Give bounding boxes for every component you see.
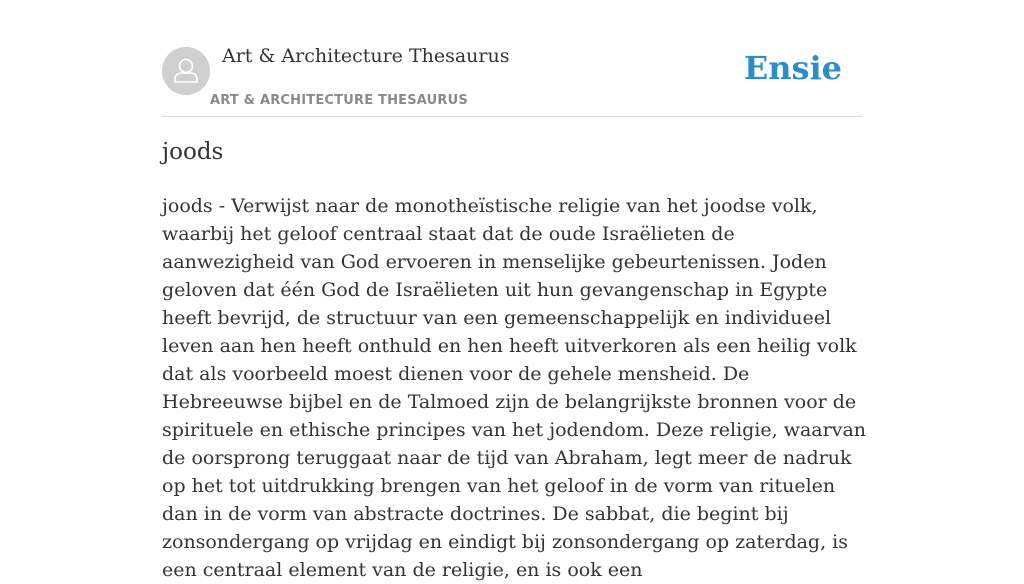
article-header <box>162 0 862 117</box>
source-label-link[interactable]: ART & ARCHITECTURE THESAURUS <box>210 93 468 108</box>
article-title: joods <box>162 139 224 165</box>
brand-logo-link[interactable]: Ensie <box>743 49 842 87</box>
content-container <box>162 0 867 581</box>
article-body: joods - Verwijst naar de monotheïstische religie van het joodse volk, waarbij het geloof centraal staat dat de oude Israëlieten de aanwezigheid van God ervoeren in menselijke gebeurtenissen. Joden geloven dat één God de Israëlieten uit hun gevangenschap in Egypte heeft bevrijd, de structuur van een gemeenschappelijk en individueel leven aan hen heeft onthuld en hen heeft uitverkoren als een heilig volk dat als voorbeeld moest dienen voor de gehele mensheid. De Hebreeuwse bijbel en de Talmoed zijn de belangrijkste bronnen voor de spirituele en ethische principes van het jodendom. Deze religie, waarvan de oorsprong teruggaat naar de tijd van Abraham, legt meer de nadruk op het tot uitdrukking brengen van het geloof in de vorm van rituelen dan in de vorm van abstracte doctrines. De sabbat, die begint bij zonsondergang op vrijdag en eindigt bij zonsondergang op zaterdag, is een centraal element van de religie, en is ook een <box>162 195 867 581</box>
author-name-link[interactable]: Art & Architecture Thesaurus <box>222 45 510 67</box>
user-silhouette-icon <box>162 47 210 95</box>
author-avatar[interactable] <box>162 47 210 95</box>
